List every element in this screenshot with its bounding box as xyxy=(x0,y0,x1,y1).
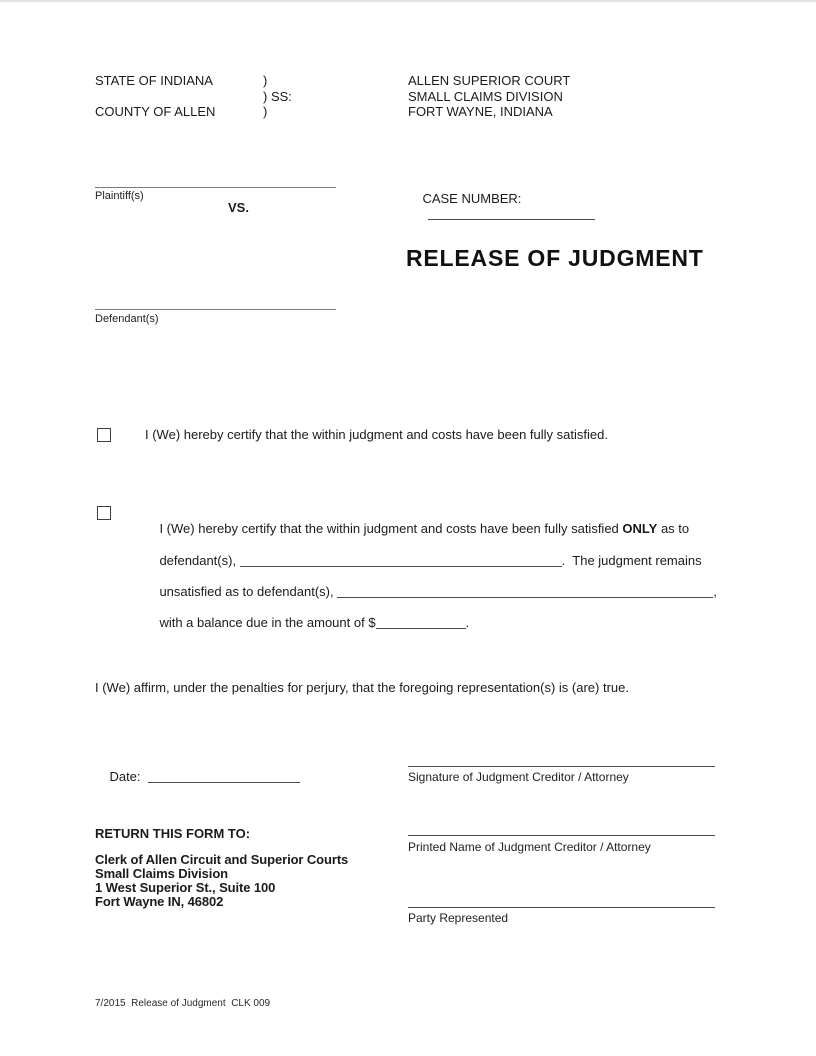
plaintiff-name-line[interactable] xyxy=(95,179,336,188)
defendant-label: Defendant(s) xyxy=(95,313,159,325)
return-form-heading: RETURN THIS FORM TO: xyxy=(95,826,251,841)
plaintiff-label: Plaintiff(s) xyxy=(95,190,144,202)
vs-label: VS. xyxy=(228,200,249,215)
date-row xyxy=(95,754,300,799)
defendants-satisfied-blank[interactable] xyxy=(240,554,562,567)
printed-name-line[interactable] xyxy=(408,827,715,836)
certification-2-only-emphasis: ONLY xyxy=(622,521,658,536)
case-number-row xyxy=(408,176,595,236)
certification-1-text: I (We) hereby certify that the within judgment and costs have been fully satisfied. xyxy=(145,427,608,442)
checkbox-satisfied-only[interactable] xyxy=(97,506,111,520)
case-number-label: CASE NUMBER: xyxy=(422,191,522,206)
printed-name-caption: Printed Name of Judgment Creditor / Attorney xyxy=(408,840,651,854)
form-revision-footer: 7/2015 Release of Judgment CLK 009 xyxy=(95,998,271,1009)
header-county-line: COUNTY OF ALLEN xyxy=(95,104,216,119)
date-label: Date: xyxy=(109,769,145,784)
certification-2-line-4 xyxy=(145,600,469,645)
court-name-line: ALLEN SUPERIOR COURT xyxy=(408,73,571,88)
return-address-city: Fort Wayne IN, 46802 xyxy=(95,894,224,909)
date-blank[interactable] xyxy=(148,770,300,783)
certification-2-line-1-post: as to xyxy=(657,521,690,536)
return-address-street: 1 West Superior St., Suite 100 xyxy=(95,880,276,895)
defendants-unsatisfied-label: unsatisfied as to defendant(s), xyxy=(159,584,338,599)
perjury-affirmation-text: I (We) affirm, under the penalties for perjury, that the foregoing representation(s) is (are) true. xyxy=(95,680,629,695)
balance-due-label: with a balance due in the amount of $ xyxy=(159,615,376,630)
paren-line-2: ) xyxy=(263,104,268,119)
paren-line-1: ) xyxy=(263,73,268,88)
defendants-unsatisfied-blank[interactable] xyxy=(337,585,713,598)
header-court-column xyxy=(408,73,570,120)
certification-2-line-4-post: . xyxy=(465,615,470,630)
party-represented-caption: Party Represented xyxy=(408,911,509,925)
defendants-satisfied-label: defendant(s), xyxy=(159,553,240,568)
court-city-line: FORT WAYNE, INDIANA xyxy=(408,104,553,119)
certification-2-line-2-post: . The judgment remains xyxy=(561,553,702,568)
party-represented-line[interactable] xyxy=(408,899,715,908)
header-state-column xyxy=(95,73,215,120)
court-division-line: SMALL CLAIMS DIVISION xyxy=(408,88,563,104)
checkbox-fully-satisfied[interactable] xyxy=(97,428,111,442)
return-address-clerk: Clerk of Allen Circuit and Superior Courts xyxy=(95,852,349,867)
return-address-division: Small Claims Division xyxy=(95,866,229,881)
form-title: RELEASE OF JUDGMENT xyxy=(406,245,704,271)
signature-line[interactable] xyxy=(408,758,715,767)
signature-caption: Signature of Judgment Creditor / Attorney xyxy=(408,770,629,784)
header-paren-column xyxy=(263,73,292,120)
certification-2-line-3-post: , xyxy=(713,584,717,599)
case-number-blank[interactable] xyxy=(428,207,595,220)
certification-2-line-1-pre: I (We) hereby certify that the within judgment and costs have been fully satisfied xyxy=(159,521,623,536)
header-blank-line xyxy=(95,89,215,105)
paren-ss-line: ) SS: xyxy=(263,88,292,104)
header-state-line: STATE OF INDIANA xyxy=(95,73,213,88)
defendant-name-line[interactable] xyxy=(95,301,336,310)
balance-amount-blank[interactable] xyxy=(376,616,466,629)
return-address-block xyxy=(95,853,348,909)
